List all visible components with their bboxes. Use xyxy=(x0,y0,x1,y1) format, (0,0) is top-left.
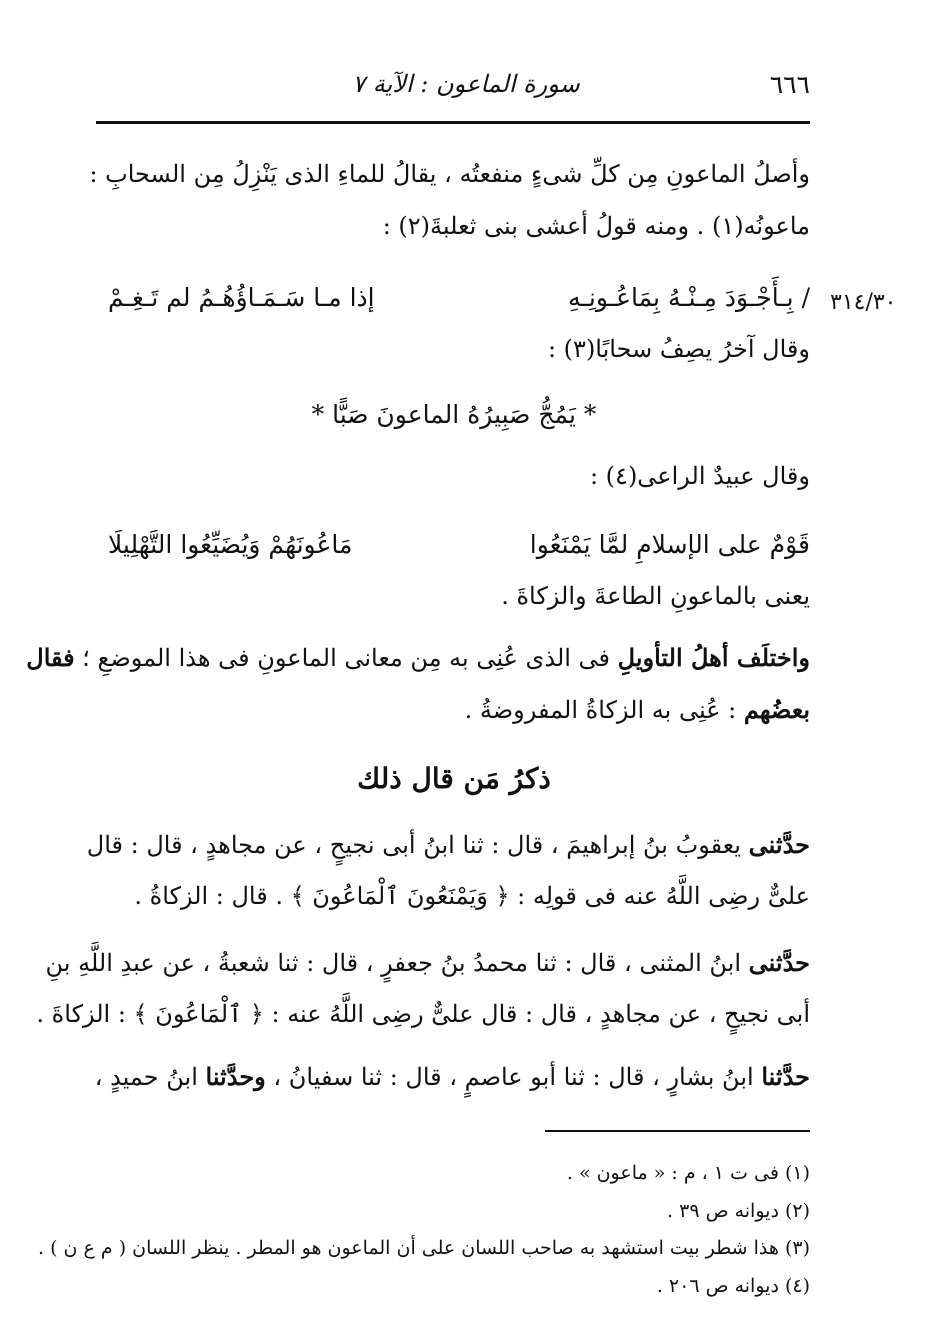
hadith-3-line-1 xyxy=(94,1062,810,1091)
page-number: ٦٦٦ xyxy=(769,70,810,99)
paragraph-3: وقال عبيدٌ الراعى(٤) : xyxy=(589,462,810,490)
bold-phrase: فقال xyxy=(26,643,75,672)
footnote-rule xyxy=(545,1130,810,1132)
narrator-keyword: حدَّثنا xyxy=(761,1062,810,1091)
hadith-text: ابنُ المثنى ، قال : ثنا محمدُ بنُ جعفرٍ ، قال : ثنا شعبةُ ، عن عبدِ اللَّهِ بنِ xyxy=(45,949,741,977)
hadith-text: يعقوبُ بنُ إبراهيمَ ، قال : ثنا ابنُ أبى نجيحٍ ، عن مجاهدٍ ، قال : قال xyxy=(86,831,741,859)
narrator-keyword: وحدَّثنا xyxy=(205,1062,266,1091)
footnote-3: (٣) هذا شطر بيت استشهد به صاحب اللسان على أن الماعون هو المطر . ينظر اللسان ( م ع ن ) . xyxy=(38,1237,810,1259)
header-rule xyxy=(96,121,810,124)
hadith-1-line-2: علىٌّ رضِى اللَّهُ عنه فى قولِه : ﴿ وَيَمْنَعُونَ ٱلْمَاعُونَ ﴾ . قال : الزكاةُ . xyxy=(134,882,810,910)
paragraph-5-line-1 xyxy=(26,643,810,672)
hadith-text: ابنُ بشارٍ ، قال : ثنا أبو عاصمٍ ، قال : ثنا سفيانُ ، xyxy=(273,1063,754,1091)
narrator-keyword: حدَّثنى xyxy=(748,948,810,977)
running-title: سورة الماعون : الآية ٧ xyxy=(352,70,580,98)
footnote-2: (٢) ديوانه ص ٣٩ . xyxy=(667,1200,810,1222)
footnote-4: (٤) ديوانه ص ٢٠٦ . xyxy=(656,1275,810,1297)
footnote-1: (١) فى ت ١ ، م : « ماعون » . xyxy=(566,1162,810,1184)
hadith-text: ابنُ حميدٍ ، xyxy=(94,1063,198,1091)
paragraph-1-line-1: وأصلُ الماعونِ مِن كلِّ شىءٍ منفعتُه ، يقالُ للماءِ الذى يَنْزِلُ مِن السحابِ : xyxy=(89,160,810,188)
paragraph-5-line-2 xyxy=(465,695,810,724)
paragraph-4: يعنى بالماعونِ الطاعةَ والزكاةَ . xyxy=(501,582,810,610)
bold-phrase: واختلَف أهلُ التأويلِ xyxy=(617,643,810,672)
section-heading: ذكرُ مَن قال ذلك xyxy=(357,762,551,795)
bold-phrase: بعضُهم xyxy=(743,695,810,724)
paragraph-5-text: : عُنِى به الزكاةُ المفروضةُ . xyxy=(464,696,737,724)
verse-2: * يَمُجُّ صَبِيرُهُ الماعونَ صَبًّا * xyxy=(311,400,597,429)
verse-1-first-hemistich: / بِـأَجْـوَدَ مِـنْـهُ بِمَاعُـونِـهِ xyxy=(568,283,810,312)
verse-1-second-hemistich: إذا مـا سَـمَـاؤُهُـمُ لم تَـغِـمْ xyxy=(108,283,375,312)
verse-3-first-hemistich: قَوْمٌ على الإسلامِ لمَّا يَمْنَعُوا xyxy=(529,530,810,559)
paragraph-5-text: فى الذى عُنِى به مِن معانى الماعونِ فى هذا الموضعِ ؛ xyxy=(82,644,611,672)
hadith-2-line-1 xyxy=(45,948,810,977)
narrator-keyword: حدَّثنى xyxy=(748,830,810,859)
margin-reference: ٣١٤/٣٠ xyxy=(830,290,897,315)
hadith-2-line-2: أبى نجيحٍ ، عن مجاهدٍ ، قال : قال علىٌّ رضِى اللَّهُ عنه : ﴿ ٱلْمَاعُونَ ﴾ : الزكاةَ . xyxy=(36,1000,810,1028)
paragraph-2: وقال آخرُ يصِفُ سحابًا(٣) : xyxy=(547,335,810,363)
paragraph-1-line-2: ماعونُه(١) . ومنه قولُ أعشى بنى ثعلبةَ(٢) : xyxy=(382,212,810,240)
hadith-1-line-1 xyxy=(86,830,810,859)
verse-3-second-hemistich: مَاعُونَهُمْ وَيُضَيِّعُوا التَّهْلِيلَا xyxy=(108,530,353,559)
